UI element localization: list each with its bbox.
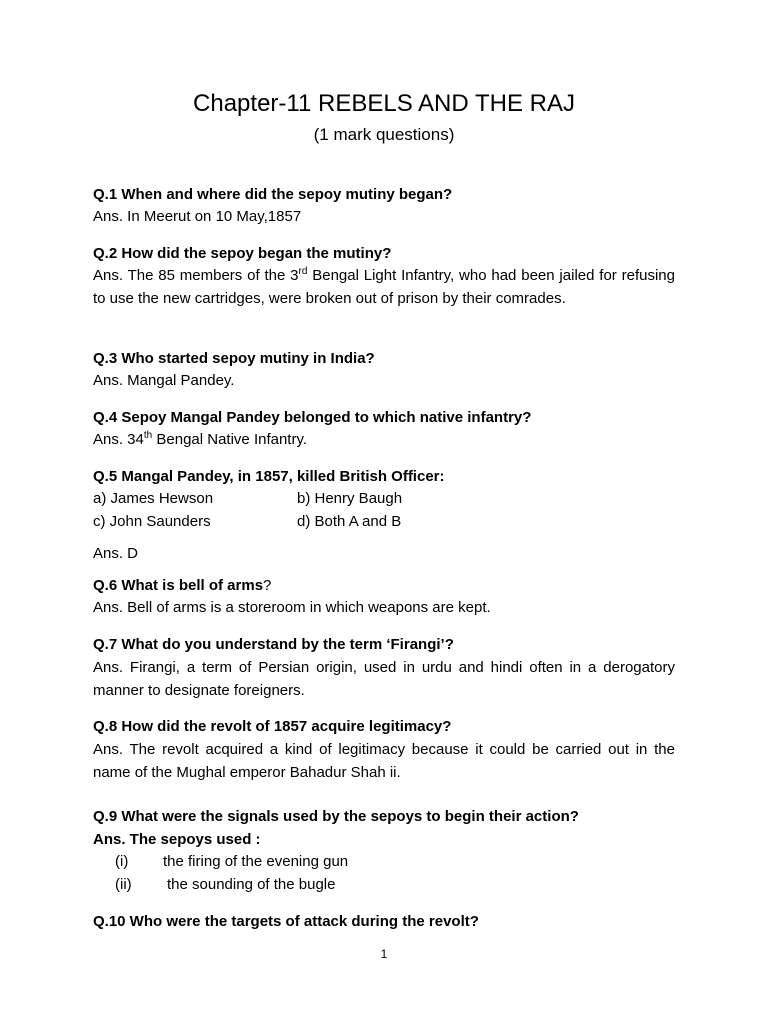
question-5: Q.5 Mangal Pandey, in 1857, killed British Officer:: [93, 468, 445, 485]
list-item-text: the firing of the evening gun: [163, 853, 349, 870]
chapter-subtitle: (1 mark questions): [313, 125, 455, 144]
answer-5: Ans. D: [93, 545, 139, 562]
list-item-number: (ii): [115, 876, 132, 893]
answer-2-text-start: Ans. The 85 members of the 3: [93, 267, 299, 284]
question-2: Q.2 How did the sepoy began the mutiny?: [93, 245, 392, 262]
answer-1: Ans. In Meerut on 10 May,1857: [93, 208, 302, 225]
answer-4: [93, 429, 675, 452]
question-7: Q.7 What do you understand by the term ‘Firangi’?: [93, 636, 454, 653]
answer-4-ordinal-suffix: th: [143, 430, 153, 441]
question-6: [93, 575, 675, 598]
answer-8: Ans. The revolt acquired a kind of legitimacy because it could be carried out in the name of the Mughal emperor Bahadur Shah ii.: [93, 741, 675, 781]
question-3: Q.3 Who started sepoy mutiny in India?: [93, 350, 375, 367]
option-d: d) Both A and B: [297, 513, 402, 530]
answer-2: [93, 265, 675, 310]
option-b: b) Henry Baugh: [297, 490, 403, 507]
list-item: [93, 874, 675, 897]
question-6-text: Q.6 What is bell of arms: [93, 577, 264, 594]
list-item: [93, 851, 675, 874]
answer-2-ordinal-suffix: rd: [298, 266, 308, 277]
question-1: Q.1 When and where did the sepoy mutiny began?: [93, 186, 453, 203]
answer-2-text-rest: Bengal Light Infantry, who had been jailed for refusing to use the new cartridges, were broken out of prison by their comrades.: [93, 267, 675, 307]
answer-4-text-rest: Bengal Native Infantry.: [152, 431, 308, 448]
answer-3: Ans. Mangal Pandey.: [93, 372, 235, 389]
list-item-text: the sounding of the bugle: [167, 876, 336, 893]
chapter-title: Chapter-11 REBELS AND THE RAJ: [193, 90, 575, 117]
answer-6: Ans. Bell of arms is a storeroom in which weapons are kept.: [93, 599, 491, 616]
list-item-number: (i): [115, 853, 129, 870]
page-number: 1: [380, 947, 388, 961]
question-8: Q.8 How did the revolt of 1857 acquire legitimacy?: [93, 718, 452, 735]
question-4: Q.4 Sepoy Mangal Pandey belonged to which native infantry?: [93, 409, 532, 426]
option-a: a) James Hewson: [93, 490, 214, 507]
answer-7: Ans. Firangi, a term of Persian origin, used in urdu and hindi often in a derogatory manner to designate foreigners.: [93, 659, 675, 699]
answer-4-text-start: Ans. 34: [93, 431, 144, 448]
question-6-mark: ?: [263, 577, 272, 594]
answer-9: Ans. The sepoys used :: [93, 831, 261, 848]
option-c: c) John Saunders: [93, 513, 211, 530]
question-9: Q.9 What were the signals used by the sepoys to begin their action?: [93, 808, 579, 825]
question-10: Q.10 Who were the targets of attack during the revolt?: [93, 913, 479, 930]
